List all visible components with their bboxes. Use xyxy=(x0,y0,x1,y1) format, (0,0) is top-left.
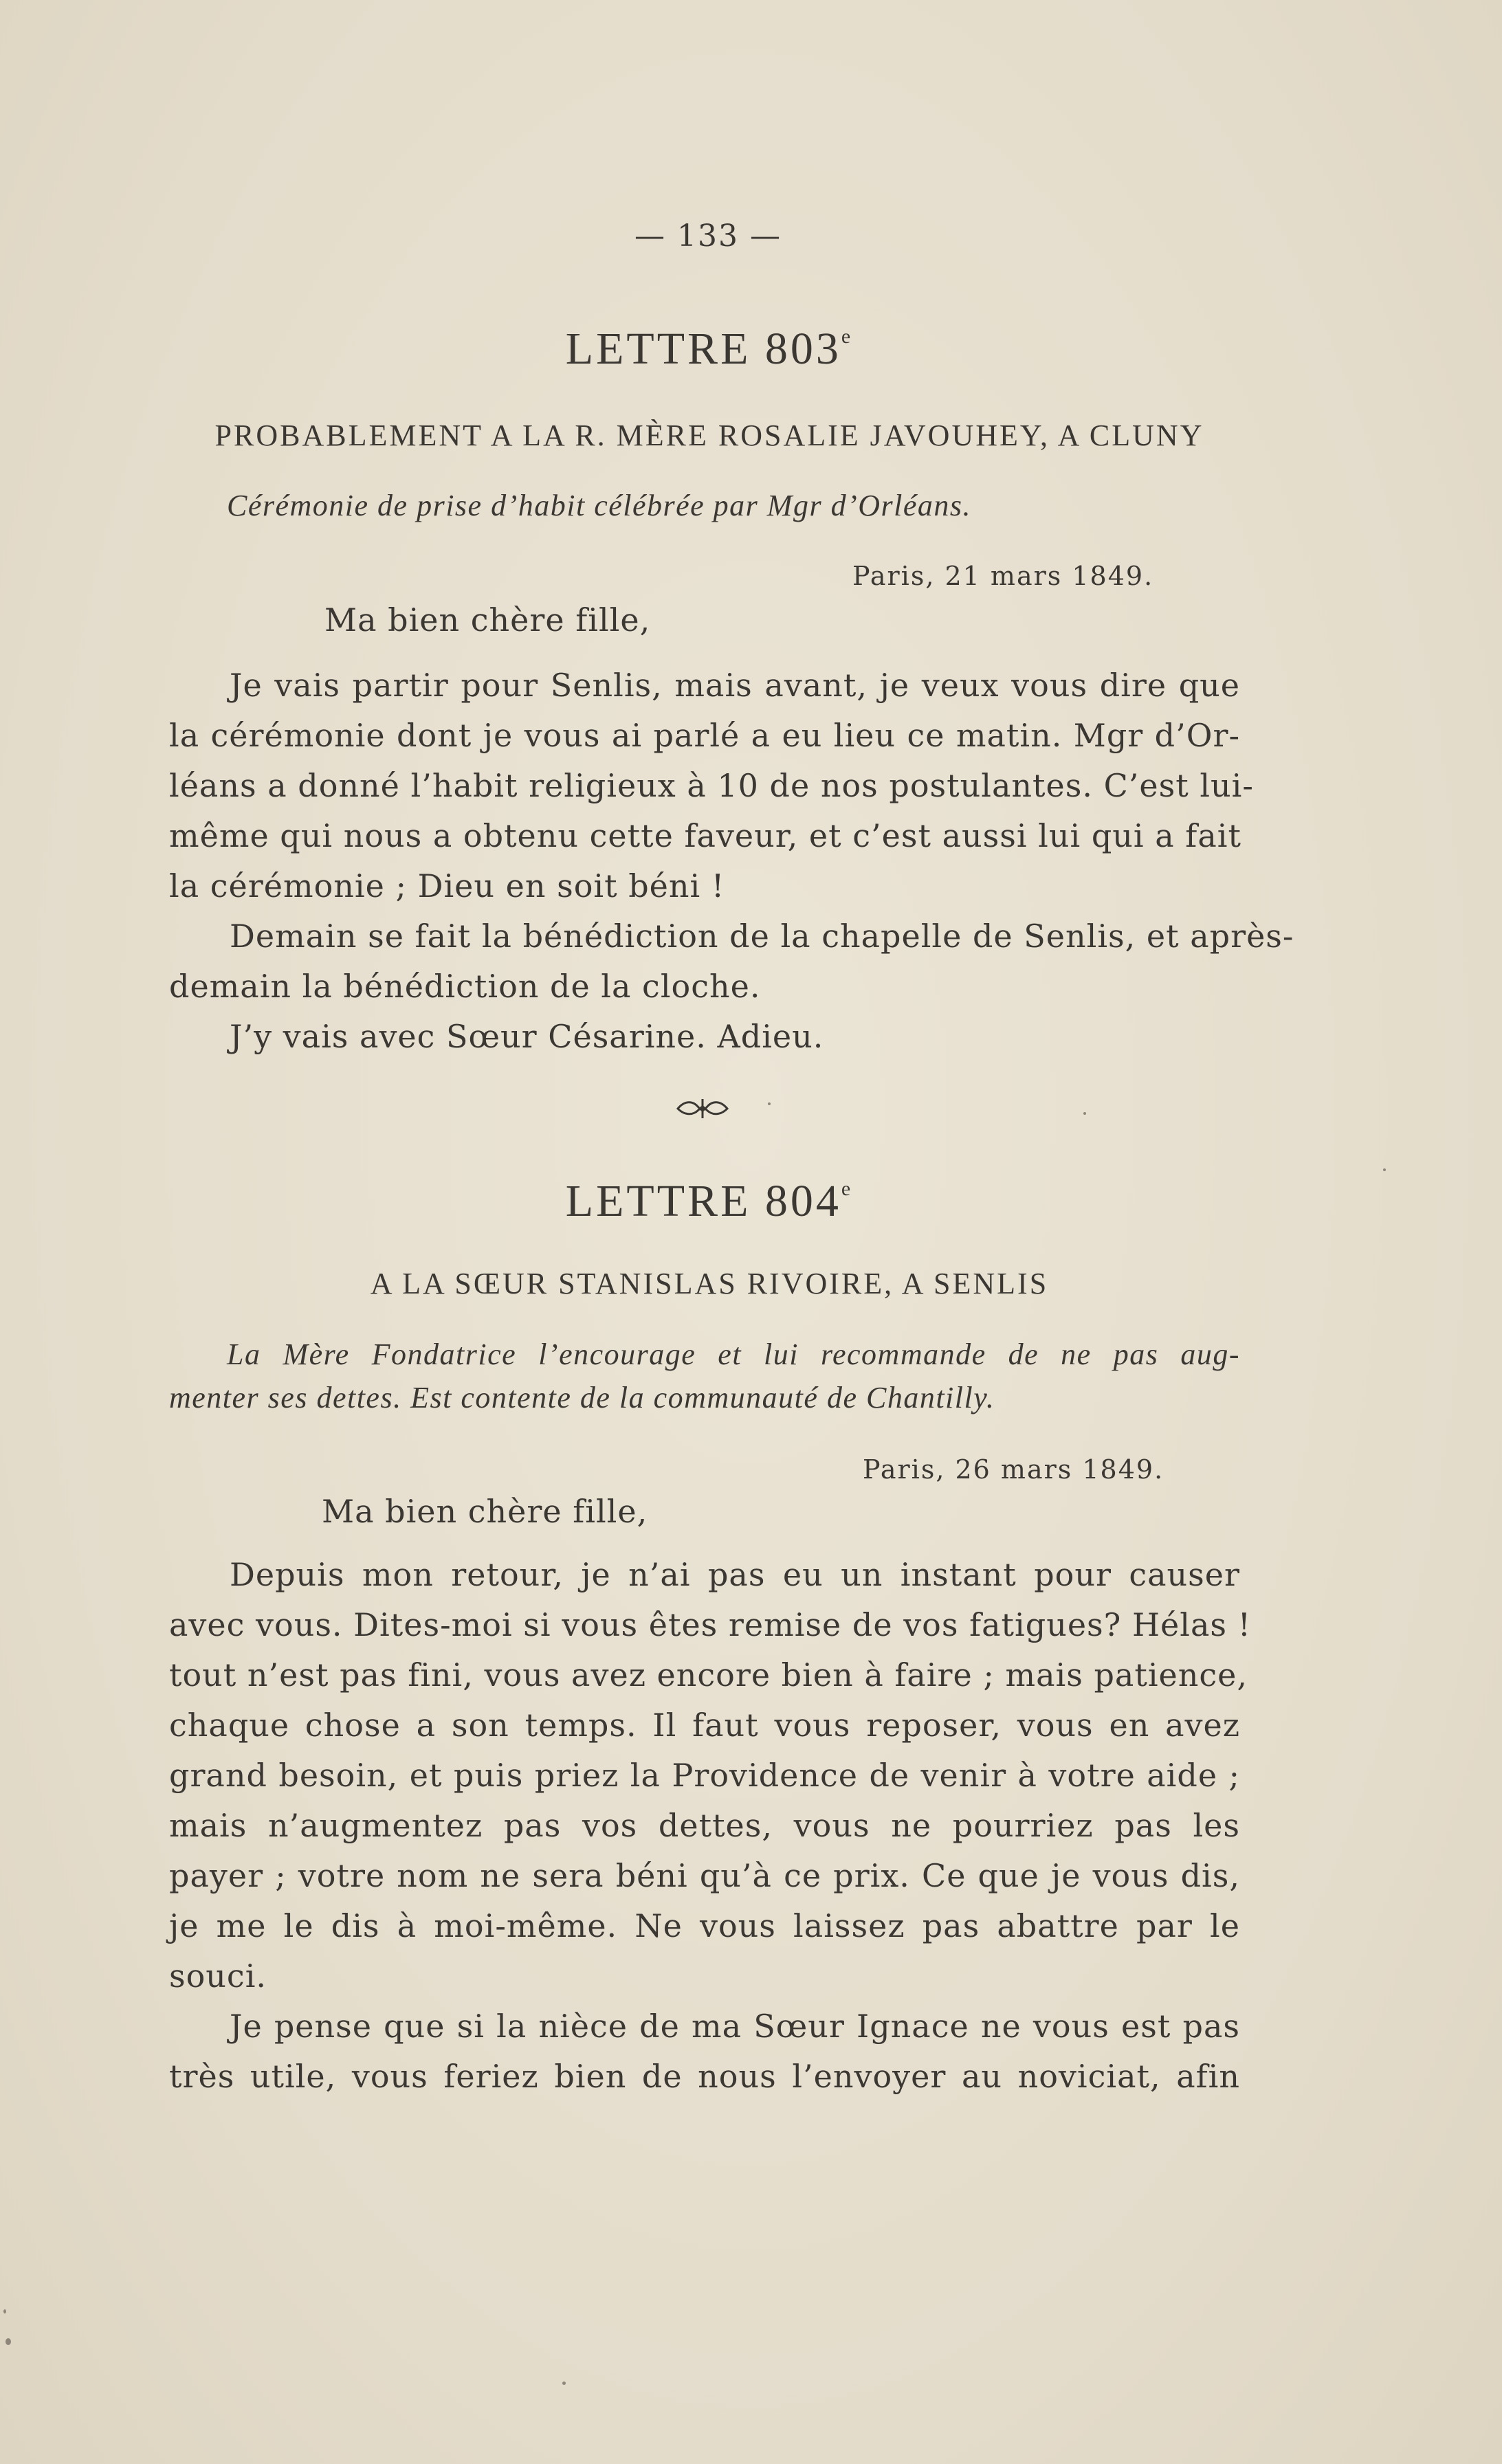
letter-804-dateline: Paris, 26 mars 1849. xyxy=(863,1454,1164,1485)
paper-speck xyxy=(562,2382,566,2385)
letter-803-title-sup: e xyxy=(841,325,851,348)
letter-804-title xyxy=(0,1175,1416,1228)
letter-803-addressee: PROBABLEMENT A LA R. MÈRE ROSALIE JAVOUHEY, A CLUNY xyxy=(214,419,1204,452)
letter-804-title-sup: e xyxy=(841,1177,851,1200)
letter-804-line: Depuis mon retour, je n’ai pas eu un instant pour causer xyxy=(230,1556,1240,1593)
letter-804-addressee: A LA SŒUR STANISLAS RIVOIRE, A SENLIS xyxy=(370,1267,1049,1300)
letter-803-salutation: Ma bien chère fille, xyxy=(324,601,651,639)
letter-803-title-text: LETTRE 803 xyxy=(565,324,841,374)
letter-804-salutation: Ma bien chère fille, xyxy=(322,1493,648,1530)
letter-803-line: demain la bénédiction de la cloche. xyxy=(169,968,761,1005)
paper-speck xyxy=(5,2338,11,2345)
letter-804-summary-line: La Mère Fondatrice l’encourage et lui recommande de ne pas aug- xyxy=(227,1338,1240,1371)
letter-804-line: Je pense que si la nièce de ma Sœur Ignace ne vous est pas xyxy=(230,2008,1240,2045)
letter-804-line: mais n’augmentez pas vos dettes, vous ne pourriez pas les xyxy=(169,1807,1240,1844)
letter-803-summary: Cérémonie de prise d’habit célébrée par Mgr d’Orléans. xyxy=(227,489,972,522)
letter-803-dateline: Paris, 21 mars 1849. xyxy=(852,561,1154,591)
letter-804-line: très utile, vous feriez bien de nous l’envoyer au noviciat, afin xyxy=(169,2058,1240,2095)
letter-803-line: même qui nous a obtenu cette faveur, et c’est aussi lui qui a fait xyxy=(169,817,1241,854)
paper-speck xyxy=(1083,1112,1086,1115)
letter-803-line: léans a donné l’habit religieux à 10 de nos postulantes. C’est lui- xyxy=(169,767,1254,804)
letter-803-line: Je vais partir pour Senlis, mais avant, je veux vous dire que xyxy=(230,667,1240,704)
letter-804-line: je me le dis à moi-même. Ne vous laissez pas abattre par le xyxy=(169,1907,1240,1944)
letter-804-line: tout n’est pas fini, vous avez encore bien à faire ; mais patience, xyxy=(169,1656,1248,1694)
letter-803-line: la cérémonie dont je vous ai parlé a eu lieu ce matin. Mgr d’Or- xyxy=(169,717,1240,754)
letter-804-summary-line: menter ses dettes. Est contente de la communauté de Chantilly. xyxy=(169,1381,995,1414)
letter-803-line: Demain se fait la bénédiction de la chapelle de Senlis, et après- xyxy=(230,918,1294,955)
page-number: — 133 — xyxy=(634,219,782,254)
letter-804-line: chaque chose a son temps. Il faut vous reposer, vous en avez xyxy=(169,1707,1240,1744)
letter-804-line: payer ; votre nom ne sera béni qu’à ce prix. Ce que je vous dis, xyxy=(169,1857,1240,1894)
letter-803-line: la cérémonie ; Dieu en soit béni ! xyxy=(169,867,725,904)
letter-804-line: grand besoin, et puis priez la Providence de venir à votre aide ; xyxy=(169,1757,1240,1794)
letter-803-line: J’y vais avec Sœur Césarine. Adieu. xyxy=(230,1018,824,1055)
letter-804-line: souci. xyxy=(169,1957,267,1995)
letter-803-title xyxy=(0,323,1416,375)
letter-804-line: avec vous. Dites-moi si vous êtes remise de vos fatigues? Hélas ! xyxy=(169,1606,1252,1643)
paper-speck xyxy=(1383,1168,1386,1171)
paper-speck xyxy=(768,1102,771,1105)
paper-speck xyxy=(3,2309,6,2313)
fleuron-ornament-icon xyxy=(675,1095,730,1122)
letter-804-title-text: LETTRE 804 xyxy=(565,1176,841,1226)
